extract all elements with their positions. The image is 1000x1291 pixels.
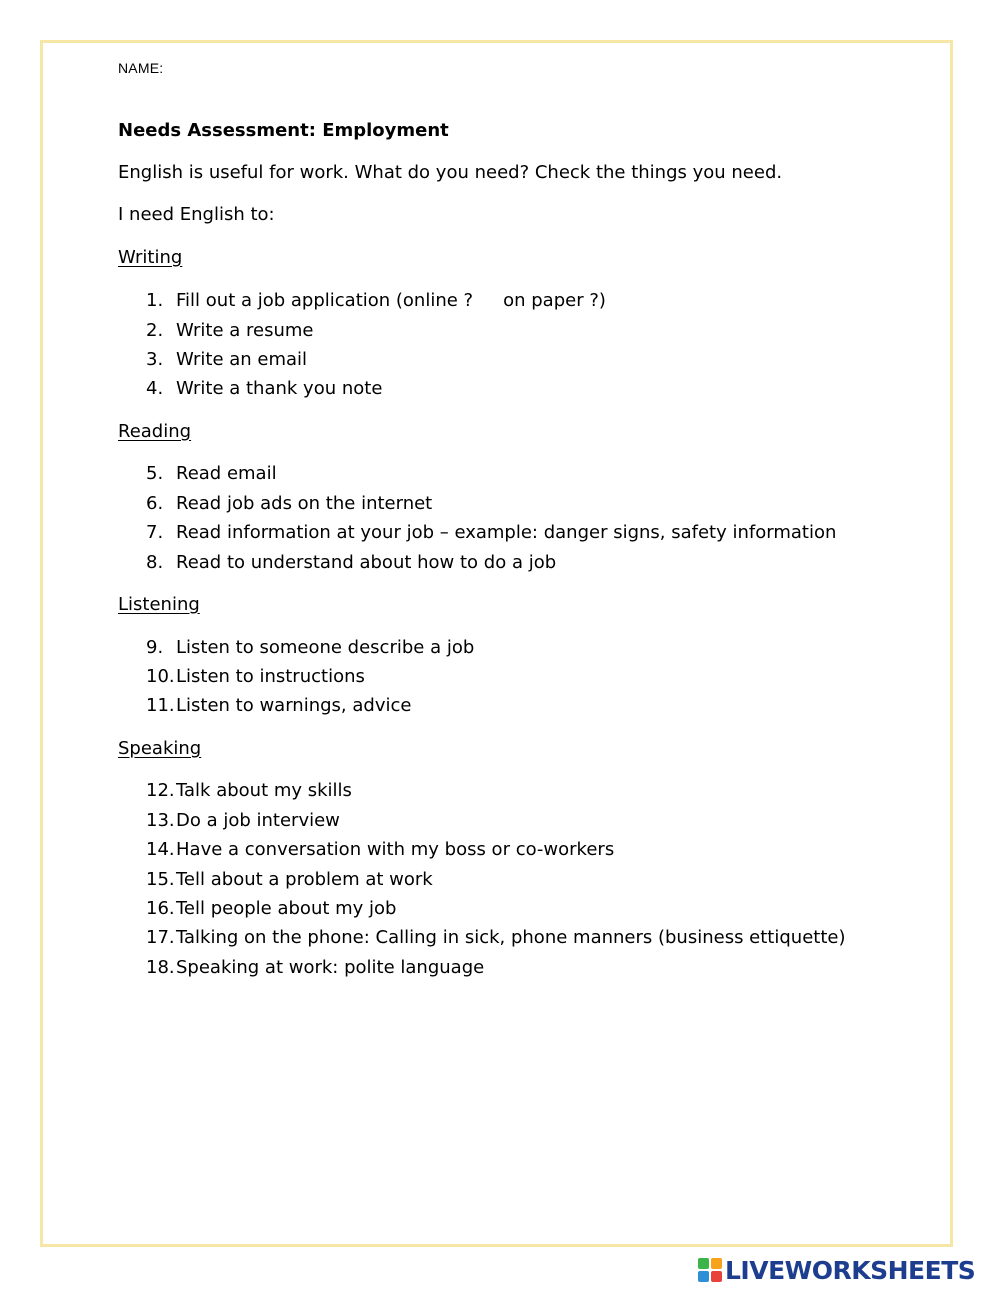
item-text: Write an email bbox=[176, 349, 308, 370]
item-text: Listen to warnings, advice bbox=[176, 695, 412, 716]
item-text-extra: on paper ?) bbox=[503, 290, 606, 311]
item-number: 8. bbox=[146, 552, 164, 573]
logo-text: LIVEWORKSHEETS bbox=[725, 1255, 976, 1285]
list-item bbox=[146, 290, 606, 311]
logo-blocks-icon bbox=[698, 1258, 722, 1282]
item-number: 10. bbox=[146, 666, 175, 687]
item-text: Do a job interview bbox=[176, 810, 340, 831]
item-text: Read to understand about how to do a job bbox=[176, 552, 557, 573]
item-number: 1. bbox=[146, 290, 164, 311]
list-item bbox=[146, 957, 484, 978]
item-number: 12. bbox=[146, 780, 175, 801]
item-text: Fill out a job application (online ? bbox=[176, 290, 474, 311]
list-item bbox=[146, 869, 433, 890]
item-number: 11. bbox=[146, 695, 175, 716]
item-text: Tell people about my job bbox=[176, 898, 397, 919]
list-item bbox=[146, 522, 836, 543]
intro-text: English is useful for work. What do you need? Check the things you need. bbox=[118, 162, 783, 183]
item-text: Listen to instructions bbox=[176, 666, 365, 687]
item-number: 9. bbox=[146, 637, 164, 658]
list-item bbox=[146, 320, 313, 341]
item-text: Tell about a problem at work bbox=[176, 869, 433, 890]
list-item bbox=[146, 839, 614, 860]
section-heading-listening: Listening bbox=[118, 594, 200, 615]
liveworksheets-logo[interactable] bbox=[698, 1255, 975, 1285]
list-item bbox=[146, 780, 352, 801]
item-number: 2. bbox=[146, 320, 164, 341]
list-item bbox=[146, 378, 382, 399]
item-number: 3. bbox=[146, 349, 164, 370]
item-number: 15. bbox=[146, 869, 175, 890]
item-number: 16. bbox=[146, 898, 175, 919]
item-text: Talk about my skills bbox=[176, 780, 352, 801]
list-item bbox=[146, 810, 340, 831]
item-number: 4. bbox=[146, 378, 164, 399]
list-item bbox=[146, 493, 432, 514]
item-number: 7. bbox=[146, 522, 164, 543]
list-item bbox=[146, 637, 474, 658]
item-number: 6. bbox=[146, 493, 164, 514]
item-number: 5. bbox=[146, 463, 164, 484]
item-text: Read email bbox=[176, 463, 277, 484]
item-number: 14. bbox=[146, 839, 175, 860]
item-text: Talking on the phone: Calling in sick, phone manners (business ettiquette) bbox=[176, 927, 846, 948]
item-text: Read job ads on the internet bbox=[176, 493, 433, 514]
prompt-text: I need English to: bbox=[118, 204, 275, 225]
item-text: Listen to someone describe a job bbox=[176, 637, 475, 658]
item-text: Have a conversation with my boss or co-workers bbox=[176, 839, 615, 860]
list-item bbox=[146, 927, 846, 948]
worksheet-title: Needs Assessment: Employment bbox=[118, 120, 449, 141]
list-item bbox=[146, 463, 277, 484]
section-heading-reading: Reading bbox=[118, 421, 192, 442]
item-number: 13. bbox=[146, 810, 175, 831]
item-text: Read information at your job – example: danger signs, safety information bbox=[176, 522, 837, 543]
list-item bbox=[146, 666, 365, 687]
item-text: Write a thank you note bbox=[176, 378, 383, 399]
section-heading-writing: Writing bbox=[118, 247, 183, 268]
item-text: Speaking at work: polite language bbox=[176, 957, 485, 978]
name-label: NAME: bbox=[118, 60, 164, 76]
item-number: 17. bbox=[146, 927, 175, 948]
item-text: Write a resume bbox=[176, 320, 314, 341]
list-item bbox=[146, 898, 396, 919]
list-item bbox=[146, 349, 307, 370]
list-item bbox=[146, 695, 411, 716]
list-item bbox=[146, 552, 556, 573]
item-number: 18. bbox=[146, 957, 175, 978]
section-heading-speaking: Speaking bbox=[118, 738, 202, 759]
